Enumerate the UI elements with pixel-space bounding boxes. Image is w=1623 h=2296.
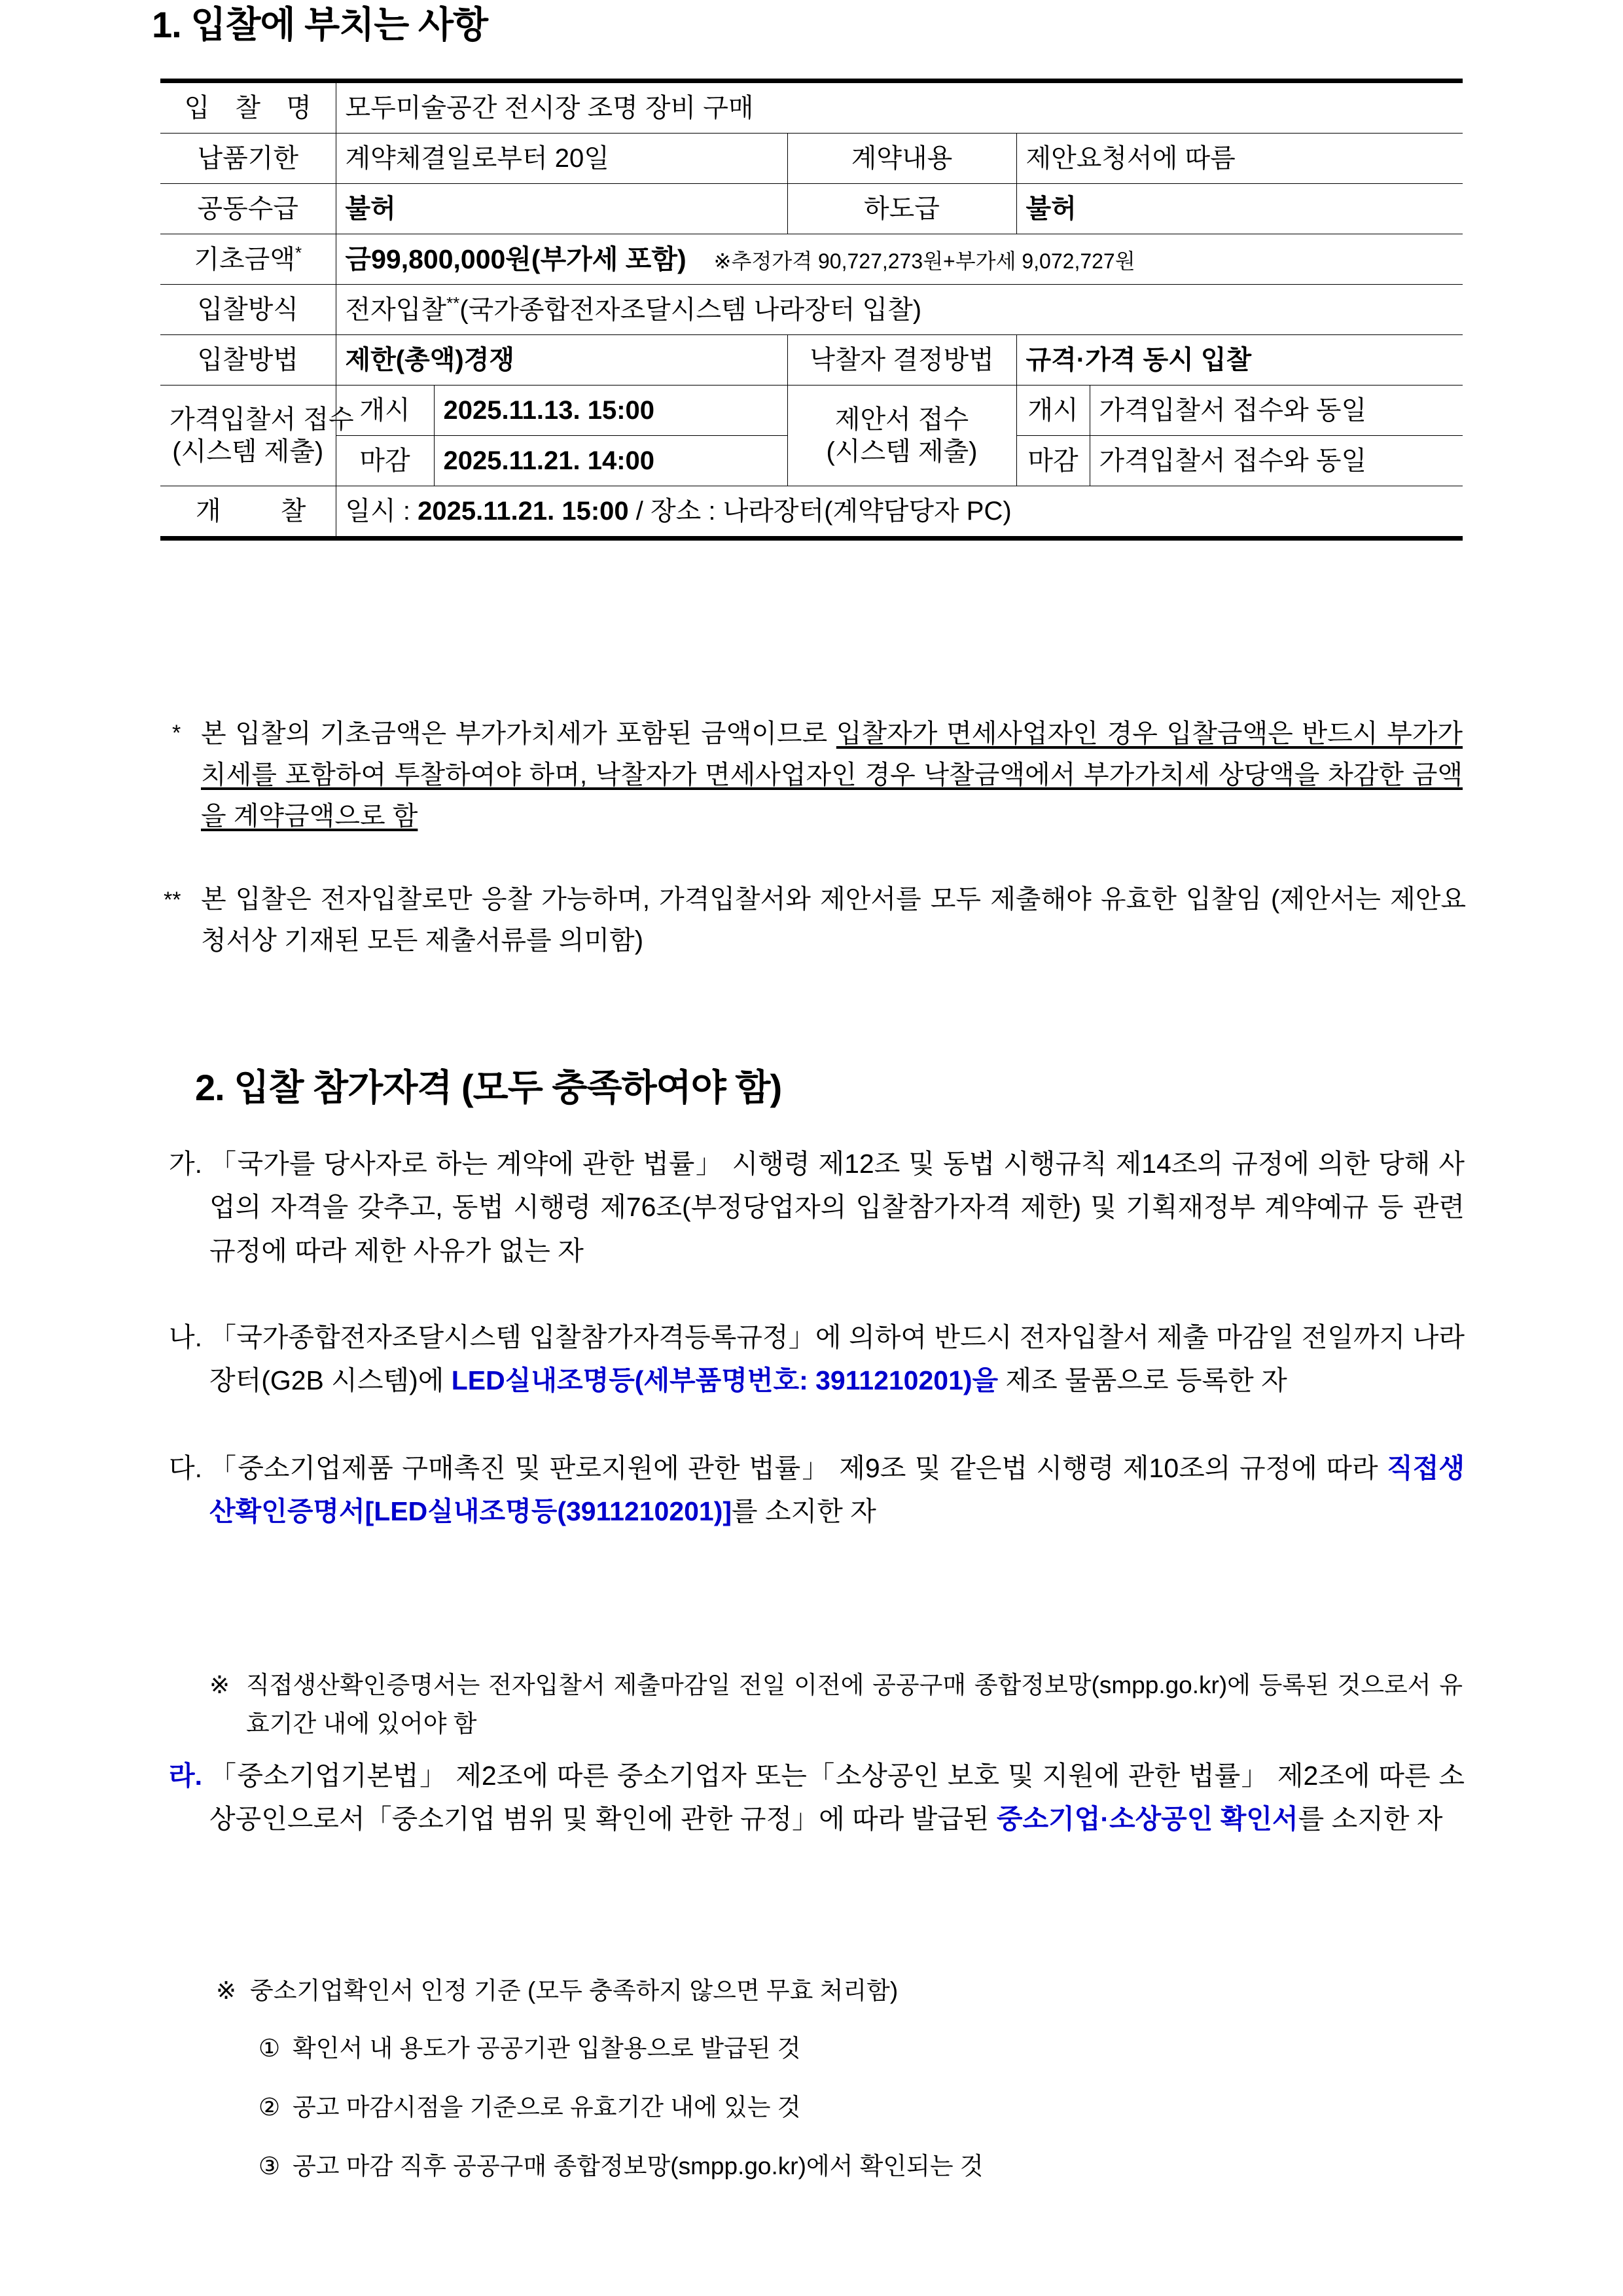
table-row-bid-type [160, 335, 1463, 386]
section-2-heading: 2. 입찰 참가자격 (모두 충족하여야 함) [195, 1067, 782, 1108]
sme-criteria-item-1 [259, 2029, 1463, 2068]
table-row-bid-name [160, 81, 1463, 134]
footnote-underlined-part: 입찰자가 면세사업자인 경우 입찰금액은 반드시 부가가치세를 포함하여 투찰하여야 하며, 낙찰자가 면세사업자인 경우 낙찰금액에서 부가가치세 상당액을 차감한 금액을 계약금액으로 함 [201, 719, 1463, 831]
opening-suffix: / 장소 : 나라장터(계약담당자 PC) [628, 496, 1012, 526]
footnote-base-amount [167, 713, 1463, 838]
sub-note-2-text: 중소기업확인서 인정 기준 (모두 충족하지 않으면 무효 처리함) [250, 1977, 899, 2004]
sme-criteria-2-marker: ② [259, 2094, 281, 2121]
label-joint-supply: 공동수급 [160, 184, 336, 234]
item-ra-text-post: 를 소지한 자 [1298, 1804, 1443, 1835]
label-price-bid-receipt [160, 386, 354, 486]
sme-criteria-3-marker: ③ [259, 2153, 281, 2179]
table-row-price-receipt-open [160, 386, 1463, 436]
value-contract-content: 제안요청서에 따름 [1016, 134, 1463, 184]
table-row-joint-supply [160, 184, 1463, 234]
label-base-amount-text: 기초금액 [194, 245, 295, 274]
opening-prefix: 일시 : [345, 496, 418, 526]
bid-method-rest: (국가종합전자조달시스템 나라장터 입찰) [459, 295, 922, 325]
qualification-item-ra-marker: 라. [169, 1761, 202, 1791]
value-price-close: 2025.11.21. 14:00 [434, 436, 787, 486]
footnote-marker-single-asterisk: * [172, 721, 181, 745]
qualification-item-da-marker: 다. [169, 1453, 202, 1483]
value-bid-method [336, 285, 1463, 335]
item-ra-text-pre: 「중소기업기본법」 제2조에 따른 중소기업자 또는「소상공인 보호 및 지원에 관한 법률」 제2조에 따른 소상공인으로서「중소기업 범위 및 확인에 관한 규정」에 따라 발급된 [209, 1761, 1465, 1835]
sme-criteria-1-marker: ① [259, 2035, 281, 2062]
value-delivery-deadline: 계약체결일로부터 20일 [336, 134, 787, 184]
label-proposal-receipt-line1: 제안서 접수 [834, 404, 969, 434]
value-joint-supply: 불허 [336, 184, 787, 234]
qualification-item-da-text [209, 1446, 1465, 1534]
item-ra-highlight: 중소기업·소상공인 확인서 [996, 1804, 1298, 1835]
label-price-bid-receipt-line2: (시스템 제출) [172, 437, 324, 466]
qualification-item-na-marker: 나. [169, 1322, 202, 1352]
bid-method-superscript: ** [446, 293, 460, 313]
item-da-text-post: 를 소지한 자 [732, 1496, 876, 1527]
label-award-method: 낙찰자 결정방법 [787, 335, 1016, 386]
sme-criteria-2-text: 공고 마감시점을 기준으로 유효기간 내에 있는 것 [293, 2094, 801, 2121]
footnote-electronic-bid-body: 본 입찰은 전자입찰로만 응찰 가능하며, 가격입찰서와 제안서를 모두 제출해야 유효한 입찰임 (제안서는 제안요청서상 기재된 모든 제출서류를 의미함) [201, 885, 1466, 956]
label-contract-content: 계약내용 [787, 134, 1016, 184]
sme-criteria-item-2 [259, 2088, 1463, 2126]
sub-note-1-marker: ※ [209, 1672, 230, 1698]
footnote-marker-double-asterisk: ** [164, 888, 181, 912]
label-proposal-open: 개시 [1016, 386, 1090, 436]
qualification-item-ra-text [209, 1754, 1465, 1841]
label-price-bid-receipt-line1: 가격입찰서 접수 [169, 404, 354, 434]
label-proposal-close: 마감 [1016, 436, 1090, 486]
item-na-highlight: LED실내조명등(세부품명번호: 3911210201)을 [451, 1365, 999, 1396]
sme-criteria-3-text: 공고 마감 직후 공공구매 종합정보망(smpp.go.kr)에서 확인되는 것 [293, 2153, 984, 2179]
label-opening: 개 찰 [160, 486, 336, 539]
sub-note-1-text: 직접생산확인증명서는 전자입찰서 제출마감일 전일 이전에 공공구매 종합정보망(smpp.go.kr)에 등록된 것으로서 유효기간 내에 있어야 함 [246, 1672, 1463, 1738]
label-proposal-receipt-line2: (시스템 제출) [826, 437, 978, 466]
item-na-text-post: 제조 물품으로 등록한 자 [998, 1365, 1287, 1396]
item-da-text-pre: 「중소기업제품 구매촉진 및 판로지원에 관한 법률」 제9조 및 같은법 시행령 제10조의 규정에 따라 [209, 1453, 1387, 1483]
table-row-delivery [160, 134, 1463, 184]
qualification-item-na-text [209, 1316, 1465, 1403]
label-price-close: 마감 [336, 436, 434, 486]
base-amount-main: 금99,800,000원(부가세 포함) [345, 243, 687, 274]
value-price-open: 2025.11.13. 15:00 [434, 386, 787, 436]
label-base-amount-superscript: * [294, 242, 302, 262]
value-base-amount [336, 234, 1463, 285]
opening-datetime: 2025.11.21. 15:00 [418, 496, 629, 526]
bid-summary-table [160, 79, 1463, 541]
sme-criteria-1-text: 확인서 내 용도가 공공기관 입찰용으로 발급된 것 [293, 2035, 801, 2062]
label-bid-type: 입찰방법 [160, 335, 336, 386]
qualification-item-ga [169, 1142, 1465, 1272]
label-bid-method: 입찰방식 [160, 285, 336, 335]
qualification-item-ra [169, 1754, 1465, 1841]
value-proposal-close: 가격입찰서 접수와 동일 [1090, 436, 1463, 486]
sub-note-direct-production [209, 1666, 1463, 1743]
value-opening [336, 486, 1463, 539]
item-na-text-pre: 「국가종합전자조달시스템 입찰참가자격등록규정」에 의하여 반드시 전자입찰서 제출 마감일 전일까지 나라장터(G2B 시스템)에 [209, 1322, 1465, 1396]
value-bid-type: 제한(총액)경쟁 [336, 335, 787, 386]
value-bid-name: 모두미술공간 전시장 조명 장비 구매 [336, 81, 1463, 134]
qualification-item-ga-marker: 가. [169, 1149, 202, 1179]
label-bid-name: 입 찰 명 [160, 81, 336, 134]
bid-method-main: 전자입찰 [345, 295, 447, 325]
footnote-base-amount-body [201, 713, 1463, 838]
value-subcontract: 불허 [1016, 184, 1463, 234]
table-row-base-amount [160, 234, 1463, 285]
sub-note-2-marker: ※ [216, 1977, 237, 2004]
value-proposal-open: 가격입찰서 접수와 동일 [1090, 386, 1463, 436]
section-1-heading: 1. 입찰에 부치는 사항 [152, 4, 488, 45]
label-price-open: 개시 [336, 386, 434, 436]
label-subcontract: 하도급 [787, 184, 1016, 234]
footnote-electronic-bid [164, 879, 1466, 961]
qualification-item-ga-text: 「국가를 당사자로 하는 계약에 관한 법률」 시행령 제12조 및 동법 시행규칙 제14조의 규정에 의한 당해 사업의 자격을 갖추고, 동법 시행령 제76조(부정당업자의 입찰참가자격 제한) 및 기획재정부 계약예규 등 관련 규정에 따라 제한 사유가 없는 자 [209, 1149, 1465, 1266]
qualification-item-da [169, 1446, 1465, 1534]
qualification-item-na [169, 1316, 1465, 1403]
table-row-bid-method [160, 285, 1463, 335]
label-proposal-receipt [787, 386, 1016, 486]
item-da-highlight: 직접생산확인증명서[LED실내조명등(3911210201)] [209, 1453, 1465, 1527]
value-award-method: 규격·가격 동시 입찰 [1016, 335, 1463, 386]
label-delivery-deadline: 납품기한 [160, 134, 336, 184]
sme-criteria-item-3 [259, 2147, 1463, 2185]
footnote-plain-part: 본 입찰의 기초금액은 부가가치세가 포함된 금액이므로 [201, 719, 836, 748]
table-row-opening [160, 486, 1463, 539]
sub-note-sme-certificate [216, 1971, 1463, 2010]
label-base-amount [160, 234, 336, 285]
base-amount-note: ※추정가격 90,727,273원+부가세 9,072,727원 [713, 249, 1135, 273]
